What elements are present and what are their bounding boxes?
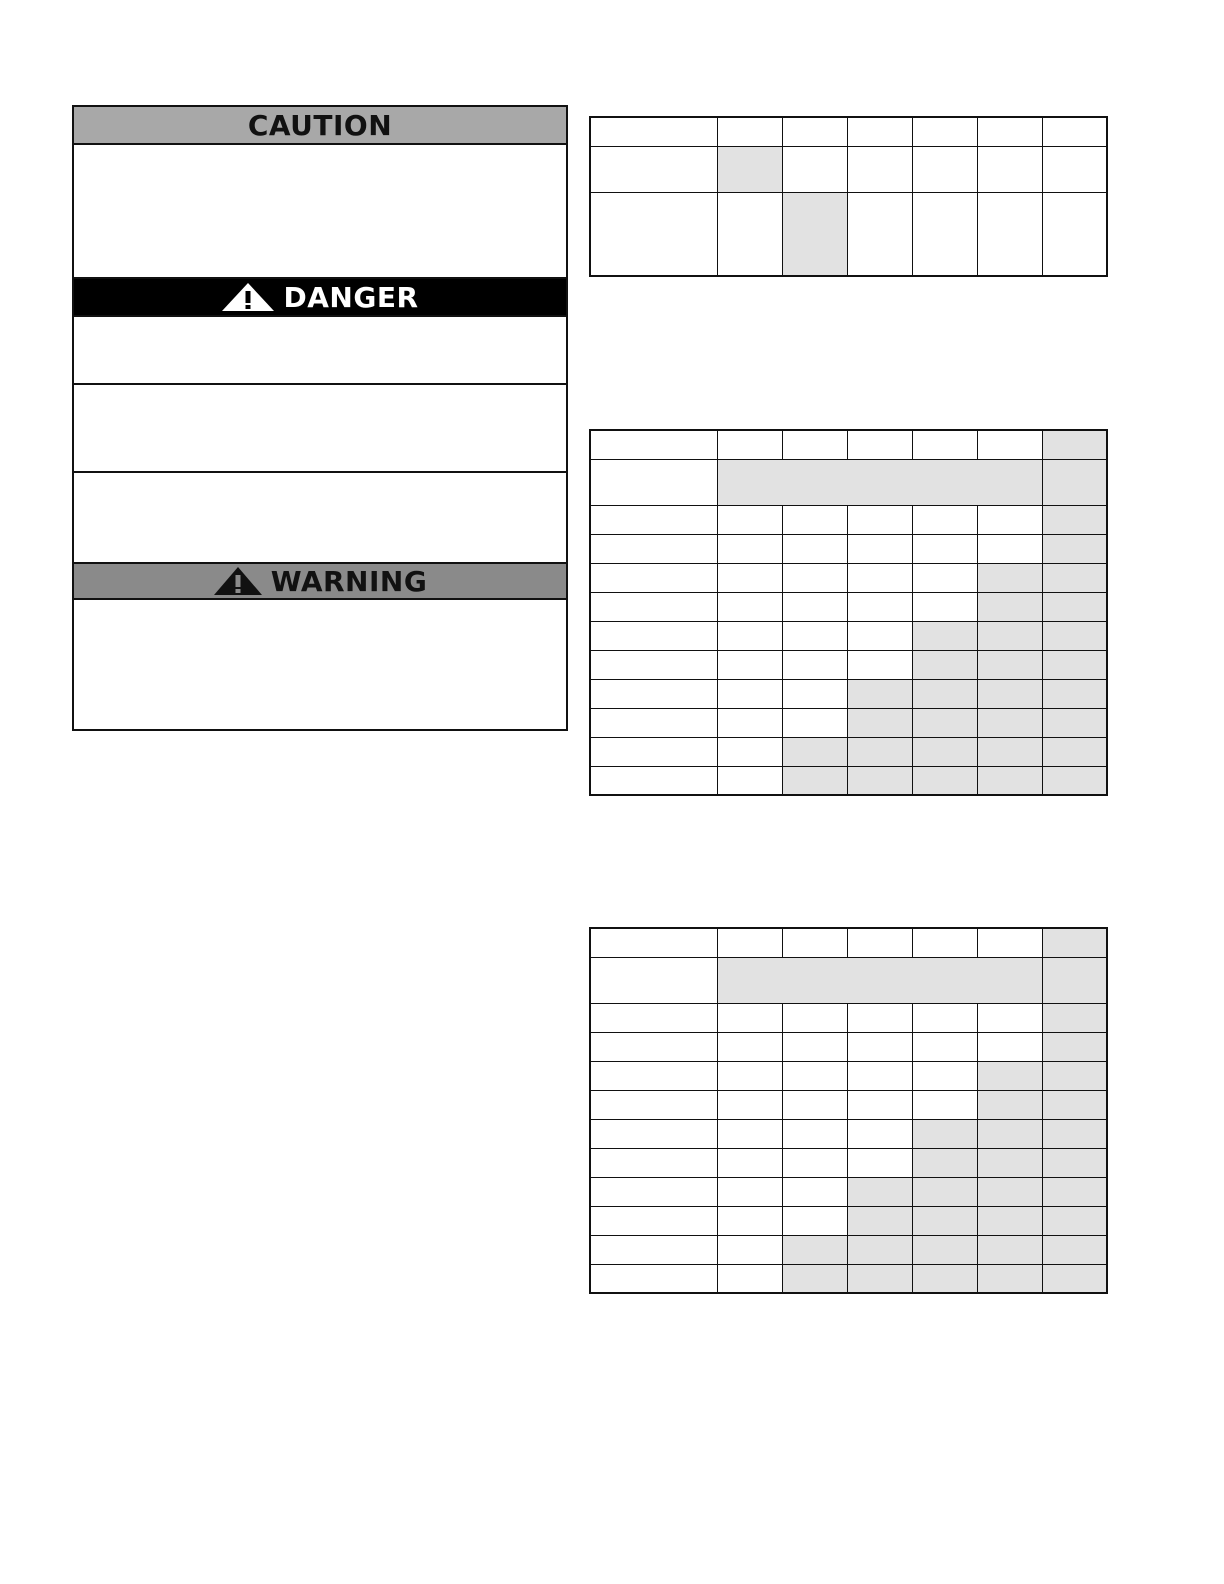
table-cell — [912, 534, 977, 563]
table-row — [590, 1032, 1107, 1061]
table-cell — [1042, 650, 1107, 679]
table-row — [590, 192, 1107, 276]
table-cell — [717, 650, 782, 679]
table-row — [590, 737, 1107, 766]
table-row — [590, 459, 1107, 505]
table-cell — [977, 621, 1042, 650]
table-cell — [847, 563, 912, 592]
table-cell — [590, 563, 717, 592]
table-cell — [1042, 1003, 1107, 1032]
table-cell — [912, 1148, 977, 1177]
table-cell — [590, 928, 717, 957]
spec-table-2 — [589, 429, 1108, 796]
table-cell — [782, 117, 847, 146]
table-cell — [912, 1264, 977, 1293]
table-cell — [977, 563, 1042, 592]
table-cell — [847, 1177, 912, 1206]
table-row — [590, 534, 1107, 563]
table-cell — [847, 928, 912, 957]
table-row — [590, 708, 1107, 737]
table-cell — [847, 708, 912, 737]
table-row — [590, 563, 1107, 592]
table-cell — [912, 708, 977, 737]
table-cell — [590, 1003, 717, 1032]
table-cell — [717, 1177, 782, 1206]
table-row — [590, 679, 1107, 708]
table-cell — [977, 1264, 1042, 1293]
table-cell — [782, 650, 847, 679]
table-cell — [590, 430, 717, 459]
table-cell — [590, 117, 717, 146]
table-cell — [1042, 621, 1107, 650]
table-row — [590, 650, 1107, 679]
table-cell — [1042, 679, 1107, 708]
table-cell — [977, 1148, 1042, 1177]
table-cell — [717, 505, 782, 534]
table-cell — [782, 766, 847, 795]
table-cell — [782, 679, 847, 708]
table-cell — [912, 928, 977, 957]
table-cell — [847, 1032, 912, 1061]
table-cell — [590, 1206, 717, 1235]
table-cell — [977, 1032, 1042, 1061]
table-cell — [717, 957, 1042, 1003]
spec-table-3 — [589, 927, 1108, 1294]
table-cell — [590, 1148, 717, 1177]
table-cell — [717, 192, 782, 276]
table-cell — [782, 1032, 847, 1061]
table-cell — [847, 1090, 912, 1119]
table-row — [590, 1235, 1107, 1264]
table-cell — [590, 192, 717, 276]
danger-body-3 — [74, 473, 566, 562]
table-cell — [590, 505, 717, 534]
table-row — [590, 117, 1107, 146]
table-cell — [912, 1177, 977, 1206]
safety-notice-panel — [72, 105, 568, 731]
table-cell — [782, 146, 847, 192]
table-cell — [977, 534, 1042, 563]
table-cell — [912, 1090, 977, 1119]
table-cell — [912, 737, 977, 766]
table-row — [590, 1003, 1107, 1032]
table-cell — [912, 592, 977, 621]
table-cell — [847, 1206, 912, 1235]
table-cell — [1042, 737, 1107, 766]
table-cell — [717, 1061, 782, 1090]
table-cell — [1042, 766, 1107, 795]
table-row — [590, 1119, 1107, 1148]
table-cell — [977, 1177, 1042, 1206]
table-cell — [590, 1264, 717, 1293]
table-cell — [1042, 563, 1107, 592]
table-cell — [912, 1061, 977, 1090]
table-cell — [977, 1119, 1042, 1148]
spec-table-1 — [589, 116, 1108, 277]
table-cell — [977, 1061, 1042, 1090]
table-cell — [782, 1177, 847, 1206]
table-cell — [590, 766, 717, 795]
table-cell — [782, 928, 847, 957]
table-cell — [847, 1061, 912, 1090]
table-cell — [977, 737, 1042, 766]
table-cell — [782, 192, 847, 276]
table-cell — [1042, 117, 1107, 146]
table-cell — [847, 192, 912, 276]
table-row — [590, 1090, 1107, 1119]
table-row — [590, 621, 1107, 650]
table-cell — [912, 1032, 977, 1061]
table-cell — [590, 1032, 717, 1061]
table-cell — [782, 621, 847, 650]
table-cell — [912, 1003, 977, 1032]
table-cell — [847, 621, 912, 650]
table-cell — [782, 534, 847, 563]
table-cell — [847, 1003, 912, 1032]
table-cell — [912, 766, 977, 795]
table-row — [590, 505, 1107, 534]
table-row — [590, 1061, 1107, 1090]
table-cell — [717, 1264, 782, 1293]
warning-body — [74, 600, 566, 729]
table-cell — [1042, 1206, 1107, 1235]
caution-header — [74, 107, 566, 145]
table-cell — [1042, 1177, 1107, 1206]
table-cell — [590, 737, 717, 766]
table-cell — [1042, 1148, 1107, 1177]
danger-body-1 — [74, 317, 566, 385]
table-cell — [977, 505, 1042, 534]
table-cell — [782, 1235, 847, 1264]
table-cell — [977, 1003, 1042, 1032]
table-cell — [912, 1119, 977, 1148]
table-row — [590, 1177, 1107, 1206]
table-cell — [1042, 1264, 1107, 1293]
danger-label: DANGER — [283, 280, 419, 314]
table-cell — [977, 928, 1042, 957]
warning-triangle-icon — [221, 282, 275, 312]
table-cell — [912, 650, 977, 679]
table-cell — [590, 708, 717, 737]
table-cell — [717, 1003, 782, 1032]
table-cell — [1042, 534, 1107, 563]
table-cell — [782, 1090, 847, 1119]
table-cell — [1042, 928, 1107, 957]
table-cell — [847, 592, 912, 621]
table-cell — [912, 146, 977, 192]
table-cell — [912, 679, 977, 708]
table-cell — [847, 1119, 912, 1148]
table-cell — [847, 430, 912, 459]
table-cell — [912, 505, 977, 534]
table-cell — [1042, 1061, 1107, 1090]
table-row — [590, 928, 1107, 957]
table-cell — [782, 563, 847, 592]
table-cell — [977, 679, 1042, 708]
table-cell — [1042, 1119, 1107, 1148]
table-cell — [590, 650, 717, 679]
table-cell — [717, 534, 782, 563]
table-row — [590, 1264, 1107, 1293]
table-cell — [1042, 430, 1107, 459]
table-cell — [977, 650, 1042, 679]
table-cell — [912, 117, 977, 146]
table-cell — [977, 192, 1042, 276]
table-row — [590, 430, 1107, 459]
table-cell — [717, 563, 782, 592]
table-cell — [912, 621, 977, 650]
table-cell — [717, 1148, 782, 1177]
table-cell — [977, 708, 1042, 737]
table-cell — [590, 1235, 717, 1264]
table-cell — [782, 1119, 847, 1148]
table-cell — [977, 430, 1042, 459]
table-cell — [717, 1090, 782, 1119]
table-cell — [590, 1119, 717, 1148]
table-cell — [717, 430, 782, 459]
table-cell — [977, 766, 1042, 795]
table-cell — [977, 117, 1042, 146]
table-cell — [847, 146, 912, 192]
table-cell — [590, 1177, 717, 1206]
table-cell — [847, 1264, 912, 1293]
table-cell — [1042, 1235, 1107, 1264]
table-row — [590, 766, 1107, 795]
table-cell — [717, 766, 782, 795]
table-cell — [590, 1090, 717, 1119]
table-cell — [782, 430, 847, 459]
table-cell — [847, 534, 912, 563]
table-cell — [847, 117, 912, 146]
table-cell — [1042, 505, 1107, 534]
table-cell — [590, 679, 717, 708]
table-row — [590, 592, 1107, 621]
warning-triangle-icon — [213, 566, 263, 596]
table-cell — [717, 1119, 782, 1148]
table-cell — [1042, 708, 1107, 737]
table-cell — [782, 1061, 847, 1090]
table-cell — [717, 621, 782, 650]
table-cell — [590, 957, 717, 1003]
table-cell — [717, 708, 782, 737]
table-cell — [847, 1235, 912, 1264]
table-cell — [912, 1206, 977, 1235]
table-cell — [912, 192, 977, 276]
table-cell — [1042, 1032, 1107, 1061]
table-cell — [590, 459, 717, 505]
table-cell — [782, 737, 847, 766]
table-cell — [717, 1235, 782, 1264]
table-row — [590, 1206, 1107, 1235]
table-cell — [1042, 146, 1107, 192]
table-cell — [847, 650, 912, 679]
table-cell — [717, 679, 782, 708]
warning-header — [74, 562, 566, 600]
table-cell — [1042, 592, 1107, 621]
table-cell — [590, 592, 717, 621]
table-row — [590, 957, 1107, 1003]
table-cell — [717, 928, 782, 957]
table-cell — [847, 737, 912, 766]
table-cell — [847, 679, 912, 708]
table-cell — [1042, 459, 1107, 505]
table-cell — [977, 146, 1042, 192]
table-cell — [977, 1090, 1042, 1119]
table-cell — [977, 592, 1042, 621]
table-cell — [977, 1206, 1042, 1235]
table-cell — [717, 1032, 782, 1061]
table-cell — [782, 1264, 847, 1293]
table-cell — [782, 1206, 847, 1235]
table-cell — [782, 592, 847, 621]
table-cell — [847, 1148, 912, 1177]
caution-body — [74, 145, 566, 277]
table-cell — [1042, 1090, 1107, 1119]
table-cell — [717, 117, 782, 146]
table-cell — [782, 1003, 847, 1032]
table-cell — [782, 708, 847, 737]
table-cell — [912, 430, 977, 459]
table-cell — [590, 146, 717, 192]
danger-header — [74, 277, 566, 317]
table-row — [590, 146, 1107, 192]
warning-label: WARNING — [270, 564, 428, 598]
table-cell — [782, 505, 847, 534]
table-cell — [717, 592, 782, 621]
danger-body-2 — [74, 385, 566, 473]
table-cell — [717, 459, 1042, 505]
table-cell — [717, 737, 782, 766]
caution-label: CAUTION — [247, 108, 393, 142]
table-cell — [590, 621, 717, 650]
table-cell — [1042, 192, 1107, 276]
table-cell — [847, 505, 912, 534]
table-cell — [717, 1206, 782, 1235]
table-cell — [912, 563, 977, 592]
table-cell — [1042, 957, 1107, 1003]
table-cell — [717, 146, 782, 192]
table-cell — [912, 1235, 977, 1264]
table-cell — [847, 766, 912, 795]
table-cell — [590, 534, 717, 563]
table-cell — [782, 1148, 847, 1177]
table-cell — [590, 1061, 717, 1090]
table-cell — [977, 1235, 1042, 1264]
table-row — [590, 1148, 1107, 1177]
